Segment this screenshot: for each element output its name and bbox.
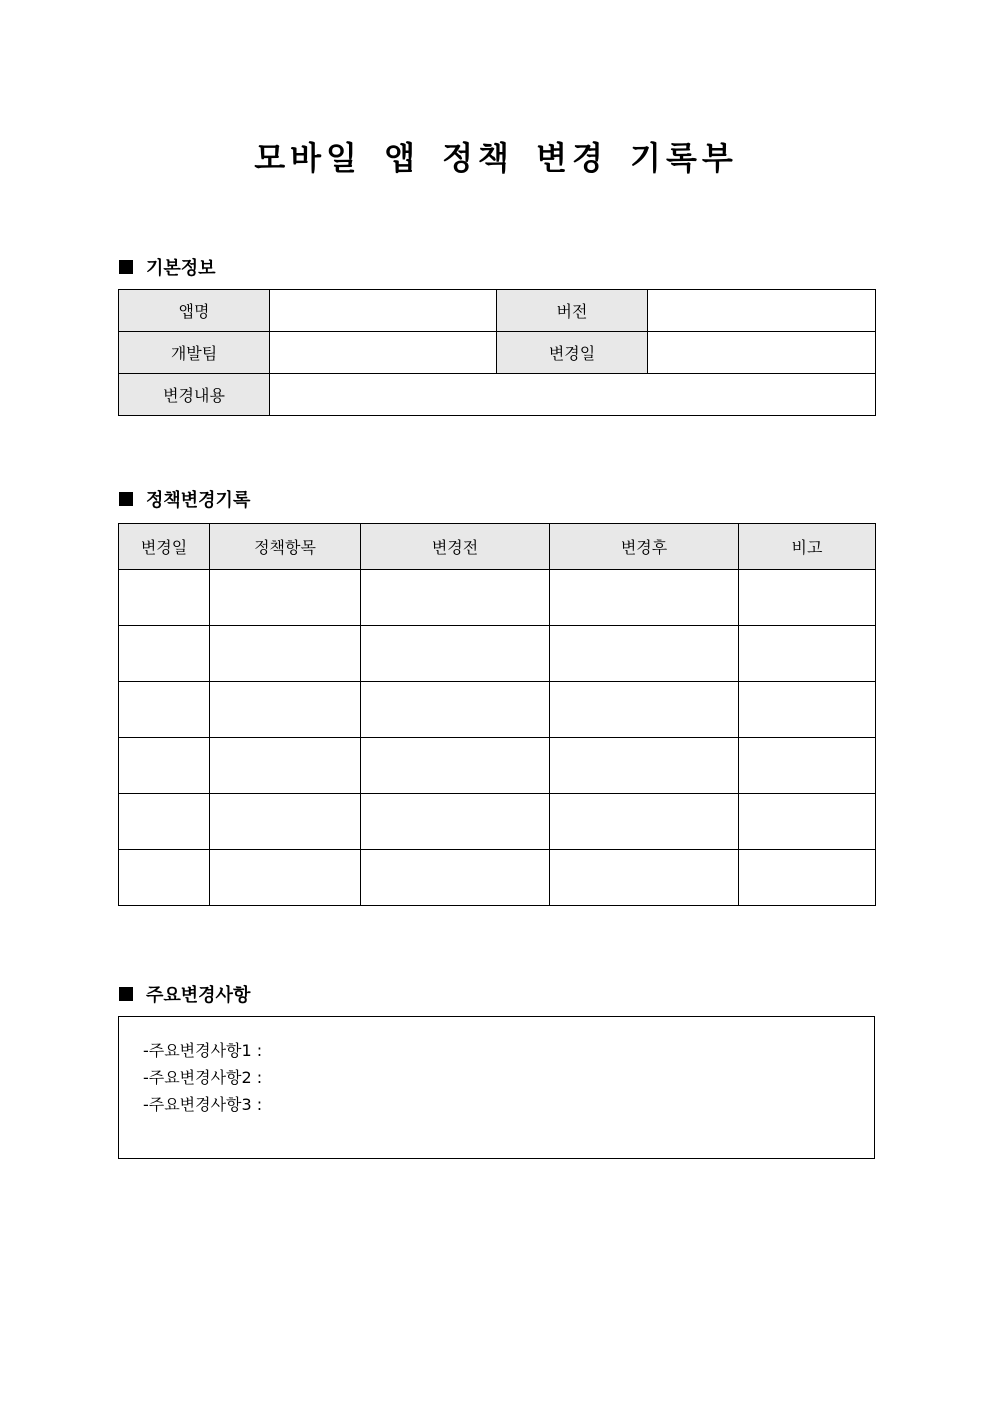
table-header-row: [119, 524, 876, 570]
document-title: 모바일 앱 정책 변경 기록부: [254, 139, 738, 177]
table-cell[interactable]: [550, 626, 739, 682]
table-cell[interactable]: [119, 626, 210, 682]
dev-team-label: 개발팀: [119, 332, 270, 374]
table-row: [119, 682, 876, 738]
table-cell[interactable]: [361, 794, 550, 850]
table-row: [119, 290, 876, 332]
table-cell[interactable]: [739, 738, 876, 794]
table-cell[interactable]: [210, 570, 361, 626]
table-cell[interactable]: [210, 794, 361, 850]
table-cell[interactable]: [119, 570, 210, 626]
change-date-field[interactable]: [648, 332, 876, 374]
table-cell[interactable]: [361, 682, 550, 738]
major-changes-box[interactable]: [118, 1016, 875, 1159]
section-heading-major-changes: [119, 981, 250, 1007]
section-heading-policy-log: [119, 486, 250, 512]
table-cell[interactable]: [361, 626, 550, 682]
table-cell[interactable]: [550, 850, 739, 906]
table-cell[interactable]: [210, 682, 361, 738]
major-changes-list: [143, 1037, 262, 1118]
square-bullet-icon: [119, 492, 133, 506]
list-item: -주요변경사항3 :: [143, 1095, 263, 1114]
table-cell[interactable]: [739, 850, 876, 906]
app-name-label: 앱명: [119, 290, 270, 332]
policy-log-table: [118, 523, 876, 906]
table-row: [119, 738, 876, 794]
table-cell[interactable]: [119, 794, 210, 850]
table-row: [119, 850, 876, 906]
table-cell[interactable]: [550, 794, 739, 850]
table-row: [119, 794, 876, 850]
table-cell[interactable]: [210, 738, 361, 794]
table-cell[interactable]: [210, 850, 361, 906]
column-header-remarks: 비고: [739, 524, 876, 570]
table-cell[interactable]: [739, 682, 876, 738]
column-header-before: 변경전: [361, 524, 550, 570]
table-cell[interactable]: [119, 738, 210, 794]
section-heading-basic-info: [119, 254, 216, 280]
column-header-after: 변경후: [550, 524, 739, 570]
table-row: [119, 626, 876, 682]
table-cell[interactable]: [119, 682, 210, 738]
version-field[interactable]: [648, 290, 876, 332]
version-label: 버전: [497, 290, 648, 332]
table-cell[interactable]: [210, 626, 361, 682]
square-bullet-icon: [119, 260, 133, 274]
table-cell[interactable]: [739, 794, 876, 850]
table-cell[interactable]: [550, 570, 739, 626]
table-row: [119, 374, 876, 416]
change-content-field[interactable]: [270, 374, 876, 416]
table-cell[interactable]: [361, 570, 550, 626]
section-heading-label: 주요변경사항: [146, 985, 251, 1006]
app-name-field[interactable]: [270, 290, 497, 332]
table-cell[interactable]: [739, 626, 876, 682]
list-item: -주요변경사항1 :: [143, 1041, 263, 1060]
change-date-label: 변경일: [497, 332, 648, 374]
table-cell[interactable]: [739, 570, 876, 626]
section-heading-label: 기본정보: [146, 258, 216, 279]
change-content-label: 변경내용: [119, 374, 270, 416]
list-item: -주요변경사항2 :: [143, 1068, 263, 1087]
section-heading-label: 정책변경기록: [146, 490, 251, 511]
table-cell[interactable]: [550, 738, 739, 794]
table-cell[interactable]: [550, 682, 739, 738]
table-cell[interactable]: [361, 738, 550, 794]
square-bullet-icon: [119, 987, 133, 1001]
table-row: [119, 332, 876, 374]
dev-team-field[interactable]: [270, 332, 497, 374]
table-cell[interactable]: [119, 850, 210, 906]
table-row: [119, 570, 876, 626]
column-header-policy-item: 정책항목: [210, 524, 361, 570]
column-header-change-date: 변경일: [119, 524, 210, 570]
table-cell[interactable]: [361, 850, 550, 906]
basic-info-table: [118, 289, 876, 416]
